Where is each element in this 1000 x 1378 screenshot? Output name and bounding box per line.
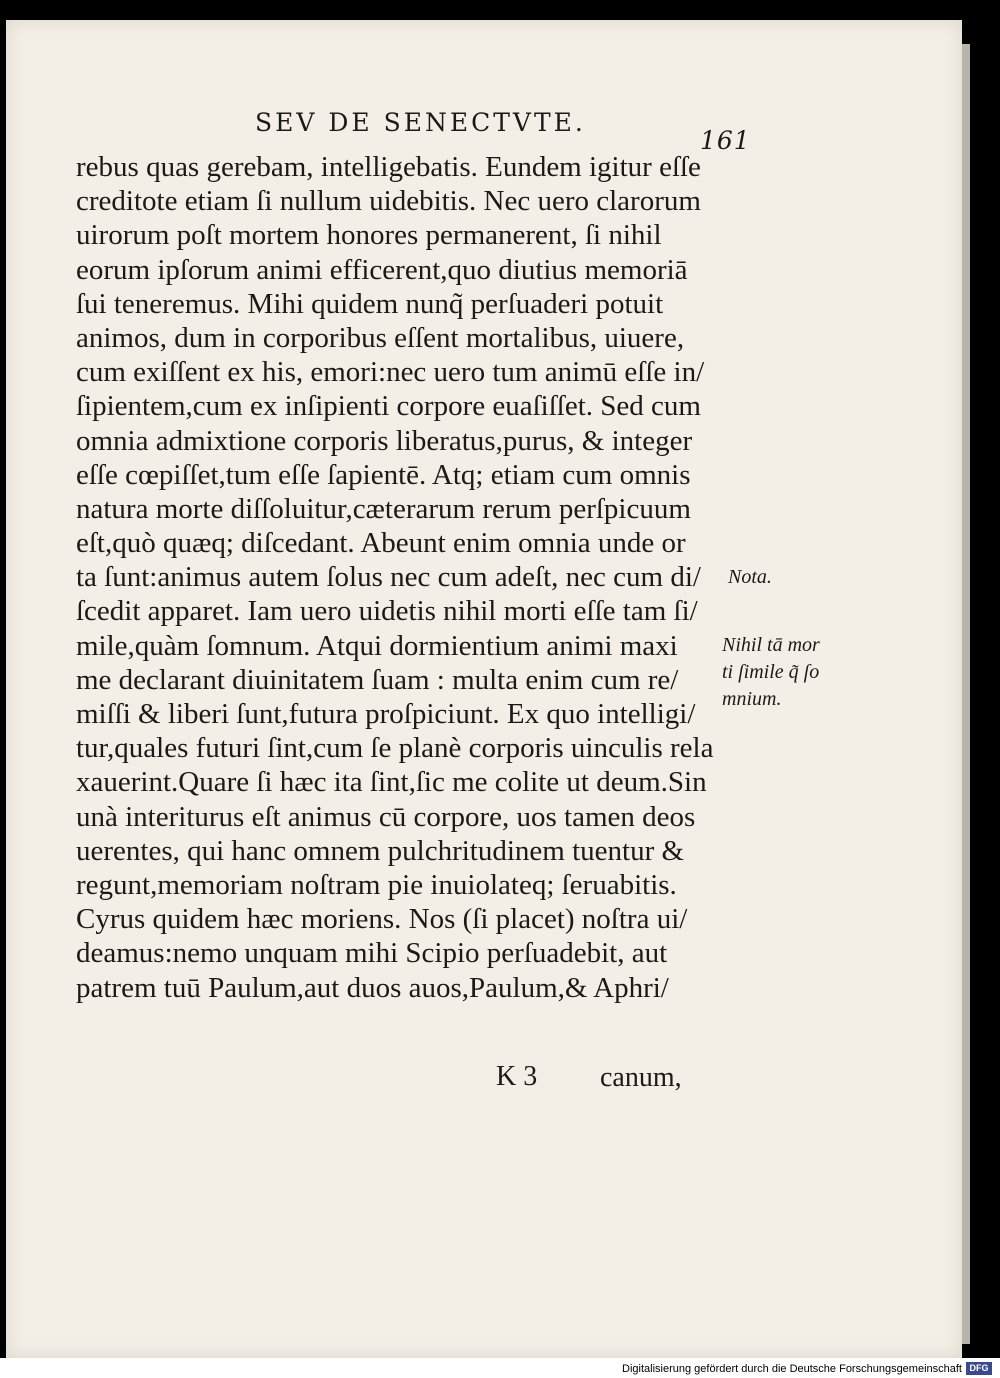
text-line: ſui teneremus. Mihi quidem nunq̃ perſuaderi potuit (76, 287, 664, 320)
text-line: eſt,quò quæq; diſcedant. Abeunt enim omnia unde or (76, 527, 686, 560)
text-line: eſſe cœpiſſet,tum eſſe ſapientē. Atq; etiam cum omnis (76, 458, 691, 491)
margin-note-line: mnium. (722, 688, 782, 710)
margin-note-nota: Nota. (728, 566, 772, 588)
text-line: eorum ipſorum animi efficerent,quo diutius memoriā (76, 253, 688, 286)
running-head: SEV DE SENECTVTE. (255, 108, 586, 137)
text-line: regunt,memoriam noſtram pie inuiolateq; ſeruabitis. (76, 868, 677, 901)
footer-bar (0, 1358, 1000, 1378)
text-line: ſipientem,cum ex inſipienti corpore euaſiſſet. Sed cum (76, 390, 701, 423)
text-line: ta ſunt:animus autem ſolus nec cum adeſt, nec cum di/ (76, 561, 701, 594)
text-line: omnia admixtione corporis liberatus,purus, & integer (76, 424, 693, 457)
text-line: deamus:nemo unquam mihi Scipio perſuadebit, aut (76, 937, 668, 970)
text-line: animos, dum in corporibus eſſent mortalibus, uiuere, (76, 321, 685, 354)
text-line: me declarant diuinitatem ſuam : multa enim cum re/ (76, 663, 679, 696)
body-text (76, 150, 736, 1005)
margin-note-nihil (722, 632, 862, 713)
text-line: creditote etiam ſi nullum uidebitis. Nec uero clarorum (76, 185, 701, 218)
margin-note-line: Nihil tā mor (722, 634, 820, 656)
page-edge (962, 44, 970, 1344)
text-line: ſcedit apparet. Iam uero uidetis nihil morti eſſe tam ſi/ (76, 595, 698, 628)
funding-credit: Digitalisierung gefördert durch die Deutsche Forschungsgemeinschaft (622, 1363, 962, 1375)
text-line: patrem tuū Paulum,aut duos auos,Paulum,& Aphri/ (76, 971, 669, 1004)
text-line: miſſi & liberi ſunt,futura proſpiciunt. Ex quo intelligi/ (76, 698, 696, 730)
text-line: xauerint.Quare ſi hæc ita ſint,ſic me colite ut deum.Sin (76, 766, 707, 799)
text-line: uirorum poſt mortem honores permanerent, ſi nihil (76, 219, 662, 252)
margin-note-line: ti ſimile q̃ ſo (722, 661, 820, 683)
text-line: unà interiturus eſt animus cū corpore, uos tamen deos (76, 800, 696, 833)
signature-mark: K 3 (496, 1061, 538, 1092)
page-number: 161 (700, 126, 751, 155)
text-line: uerentes, qui hanc omnem pulchritudinem tuentur & (76, 834, 685, 867)
dfg-logo: DFG (966, 1362, 992, 1375)
catchword: canum, (600, 1062, 682, 1093)
text-line: Cyrus quidem hæc moriens. Nos (ſi placet) noſtra ui/ (76, 903, 688, 936)
text-line: tur,quales futuri ſint,cum ſe planè corporis uinculis rela (76, 732, 714, 765)
text-line: rebus quas gerebam, intelligebatis. Eundem igitur eſſe (76, 151, 701, 183)
text-line: natura morte diſſoluitur,cæterarum rerum perſpicuum (76, 492, 691, 525)
text-line: mile,quàm ſomnum. Atqui dormientium animi maxi (76, 629, 678, 662)
text-line: cum exiſſent ex his, emori:nec uero tum animū eſſe in/ (76, 356, 705, 389)
